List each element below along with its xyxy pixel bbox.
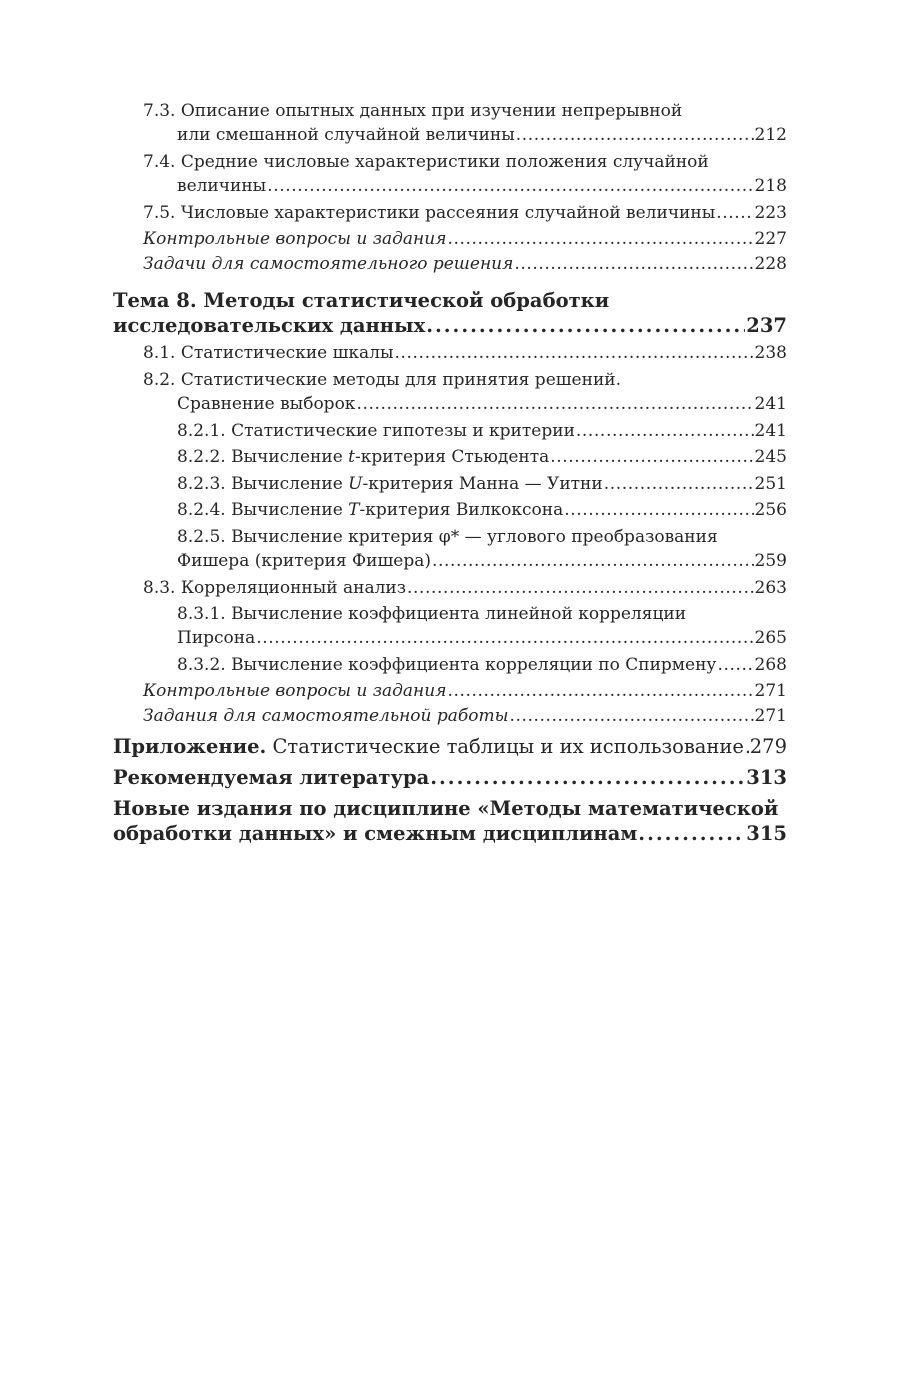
dot-leader bbox=[516, 125, 754, 145]
page-number: 212 bbox=[754, 125, 787, 145]
page-number: 256 bbox=[754, 500, 787, 520]
toc-chapter-title: Тема 8. Методы статистической обработки bbox=[113, 289, 610, 312]
toc-entry-title: 8.3. Корреляционный анализ bbox=[143, 578, 407, 598]
toc-entry-title: 8.2.3. Вычисление U-критерия Манна — Уитни bbox=[177, 474, 603, 494]
toc-entry-title: Задачи для самостоятельного решения bbox=[143, 254, 514, 274]
dot-leader bbox=[576, 421, 754, 441]
toc-entry-title-cont: Фишера (критерия Фишера) bbox=[177, 551, 431, 571]
toc-entry-title-cont: величины bbox=[177, 176, 267, 196]
toc-chapter-title-cont: исследовательских данных bbox=[113, 314, 426, 337]
page-number: 241 bbox=[754, 421, 787, 441]
page-number: 315 bbox=[746, 822, 787, 845]
page-number: 241 bbox=[754, 394, 787, 414]
dot-leader bbox=[604, 474, 754, 494]
page-number: 313 bbox=[746, 766, 787, 789]
dot-leader bbox=[356, 394, 753, 414]
page-number: 237 bbox=[746, 314, 787, 337]
toc-chapter-title: Новые издания по дисциплине «Методы математической bbox=[113, 797, 779, 820]
toc-entry-title: 8.2.4. Вычисление T-критерия Вилкоксона bbox=[177, 500, 564, 520]
toc-entry-title-cont: Пирсона bbox=[177, 628, 256, 648]
page-number: 263 bbox=[754, 578, 787, 598]
dot-leader bbox=[430, 766, 745, 789]
dot-leader bbox=[432, 551, 754, 571]
page-number: 238 bbox=[754, 343, 787, 363]
toc-entry-title: Задания для самостоятельной работы bbox=[143, 706, 509, 726]
page-number: 271 bbox=[754, 681, 787, 701]
page-number: 271 bbox=[754, 706, 787, 726]
toc-entry-title: Контрольные вопросы и задания bbox=[143, 229, 447, 249]
toc-entry-title: 7.3. Описание опытных данных при изучении непрерывной bbox=[143, 101, 683, 121]
dot-leader bbox=[745, 735, 749, 758]
dot-leader bbox=[564, 500, 753, 520]
toc-entry-title-cont: Сравнение выборок bbox=[177, 394, 356, 414]
page-number: 245 bbox=[754, 447, 787, 467]
page-number: 279 bbox=[749, 735, 787, 758]
dot-leader bbox=[395, 343, 754, 363]
page-number: 218 bbox=[754, 176, 787, 196]
toc-chapter-title-cont: обработки данных» и смежным дисциплинам bbox=[113, 822, 638, 845]
dot-leader bbox=[509, 706, 753, 726]
toc-entry-title: 8.2.5. Вычисление критерия φ* — углового преобразования bbox=[177, 527, 718, 547]
toc-entry-title: 8.3.2. Вычисление коэффициента корреляции по Спирмену bbox=[177, 655, 717, 675]
toc-entry-title: 7.4. Средние числовые характеристики положения случайной bbox=[143, 152, 709, 172]
toc-entry-title: Контрольные вопросы и задания bbox=[143, 681, 447, 701]
page-number: 223 bbox=[754, 203, 787, 223]
page-number: 251 bbox=[754, 474, 787, 494]
page-number: 259 bbox=[754, 551, 787, 571]
dot-leader bbox=[717, 655, 753, 675]
toc-entry-title: 8.2.2. Вычисление t-критерия Стьюдента bbox=[177, 447, 550, 467]
variable-u: U bbox=[348, 474, 363, 494]
dot-leader bbox=[426, 314, 745, 337]
toc-chapter-title: Приложение. Статистические таблицы и их использование bbox=[113, 735, 744, 758]
toc-entry-title: 8.2. Статистические методы для принятия решений. bbox=[143, 370, 622, 390]
dot-leader bbox=[514, 254, 753, 274]
page-number: 227 bbox=[754, 229, 787, 249]
dot-leader bbox=[407, 578, 754, 598]
toc-chapter-title: Рекомендуемая литература bbox=[113, 766, 430, 789]
dot-leader bbox=[447, 229, 753, 249]
variable-t: t bbox=[348, 447, 356, 467]
dot-leader bbox=[638, 822, 745, 845]
toc-entry-title: 8.3.1. Вычисление коэффициента линейной корреляции bbox=[177, 604, 687, 624]
dot-leader bbox=[550, 447, 753, 467]
toc-entry-title: 7.5. Числовые характеристики рассеяния случайной величины bbox=[143, 203, 716, 223]
dot-leader bbox=[447, 681, 753, 701]
page-number: 268 bbox=[754, 655, 787, 675]
page-number: 265 bbox=[754, 628, 787, 648]
toc-entry-title: 8.1. Статистические шкалы bbox=[143, 343, 394, 363]
toc-entry-title: 8.2.1. Статистические гипотезы и критерии bbox=[177, 421, 575, 441]
dot-leader bbox=[716, 203, 753, 223]
page-number: 228 bbox=[754, 254, 787, 274]
toc-entry-title-cont: или смешанной случайной величины bbox=[177, 125, 515, 145]
variable-t-cap: T bbox=[348, 500, 360, 520]
dot-leader bbox=[256, 628, 753, 648]
dot-leader bbox=[267, 176, 753, 196]
